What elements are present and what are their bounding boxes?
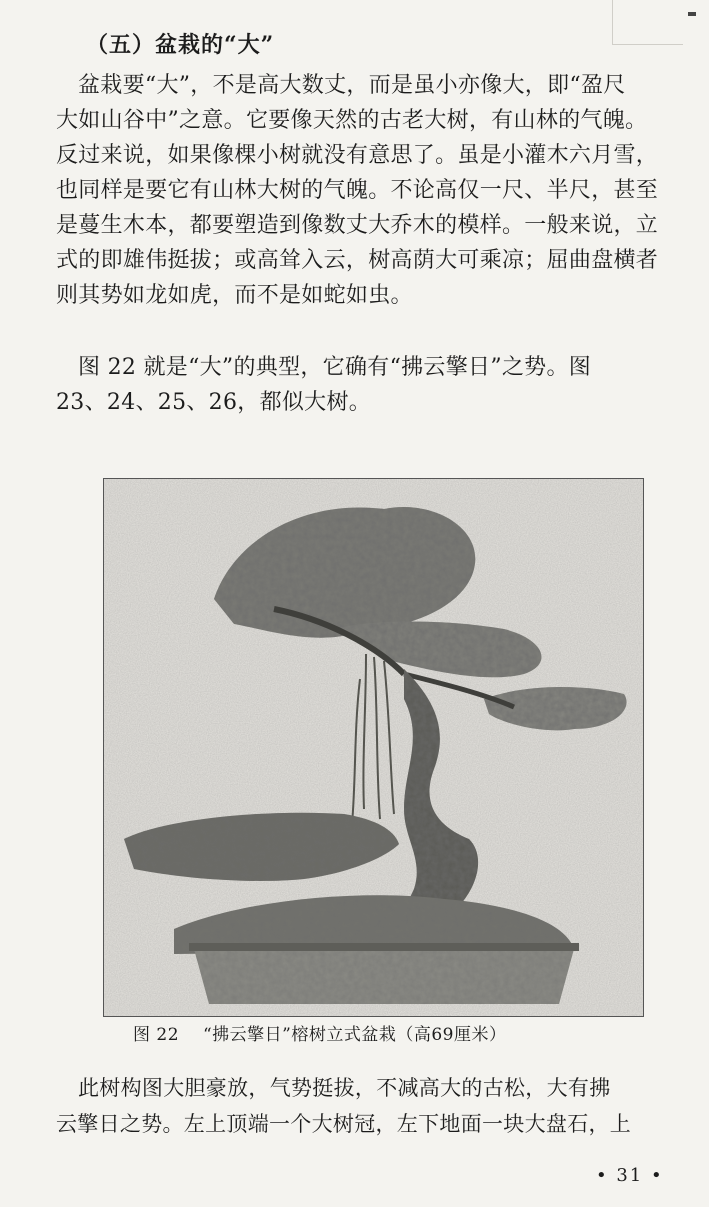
text-line: 大如山谷中”之意。它要像天然的古老大树，有山林的气魄。	[56, 108, 648, 133]
text-line: 图 22 就是“大”的典型，它确有“拂云擎日”之势。图	[78, 355, 592, 380]
scan-tick-mark	[688, 12, 696, 16]
text-line: 也同样是要它有山林大树的气魄。不论高仅一尺、半尺，甚至	[56, 178, 659, 203]
figure-number: 图 22	[133, 1025, 180, 1045]
text-line: 23、24、25、26，都似大树。	[56, 390, 372, 415]
figure-caption	[133, 1020, 524, 1045]
text-line: 盆栽要“大”，不是高大数丈，而是虽小亦像大，即“盈尺	[78, 73, 626, 98]
text-line: 式的即雄伟挺拔；或高耸入云，树高荫大可乘凉；屈曲盘横者	[56, 248, 659, 273]
text-line: 反过来说，如果像棵小树就没有意思了。虽是小灌木六月雪，	[56, 143, 659, 168]
text-line: 则其势如龙如虎，而不是如蛇如虫。	[56, 283, 413, 308]
bonsai-photo	[103, 478, 644, 1017]
bonsai-photo-illustration	[104, 479, 643, 1016]
page-number: • 31 •	[596, 1165, 664, 1186]
scan-corner-mark	[612, 0, 683, 45]
section-heading: （五）盆栽的“大”	[86, 32, 275, 58]
paragraph-1	[56, 68, 696, 313]
paragraph-3	[56, 1070, 696, 1142]
paragraph-2	[56, 350, 696, 420]
text-line: 此树构图大胆豪放，气势挺拔，不减高大的古松，大有拂	[78, 1076, 611, 1100]
text-line: 是蔓生木本，都要塑造到像数丈大乔木的模样。一般来说，立	[56, 213, 659, 238]
figure-caption-text: “拂云擎日”榕树立式盆栽（高69厘米）	[202, 1025, 507, 1045]
text-line: 云擎日之势。左上顶端一个大树冠，左下地面一块大盘石，上	[56, 1112, 632, 1136]
